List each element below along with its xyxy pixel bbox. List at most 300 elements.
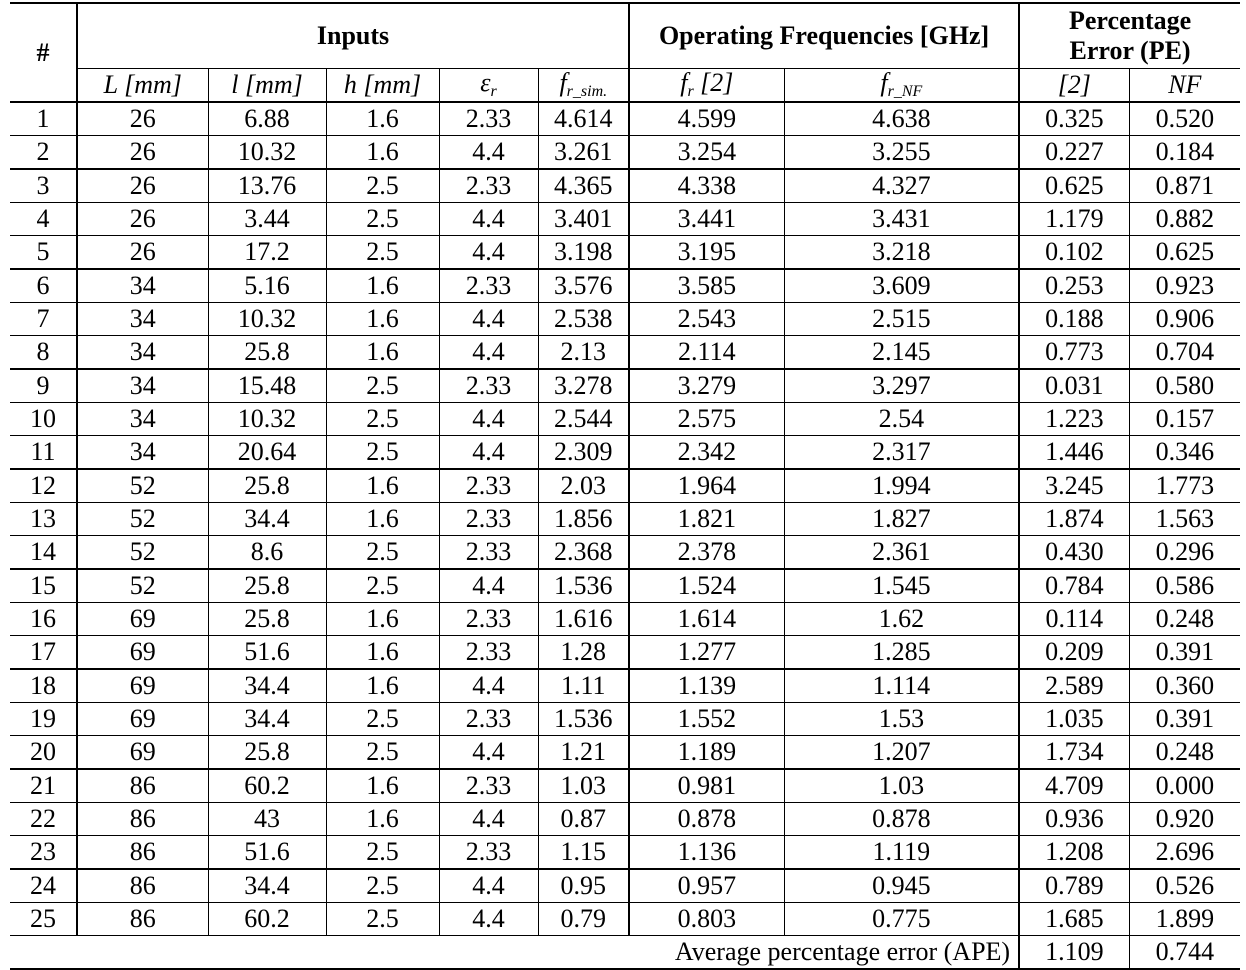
cell-L: 86 xyxy=(77,803,208,836)
cell-l: 13.76 xyxy=(208,169,326,203)
cell-h: 1.6 xyxy=(326,102,439,136)
cell-pe-ref: 1.685 xyxy=(1019,903,1129,936)
cell-index: 20 xyxy=(10,736,77,770)
cell-pe-nf: 2.696 xyxy=(1155,837,1215,866)
length-l-header: l [mm] xyxy=(208,69,326,103)
results-table xyxy=(10,2,1240,970)
cell-pe-nf: 0.526 xyxy=(1155,871,1215,900)
cell-h: 1.6 xyxy=(326,636,439,670)
cell-fr-nf: 1.03 xyxy=(784,769,1019,803)
inputs-header: Inputs xyxy=(77,3,629,69)
cell-l: 10.32 xyxy=(208,136,326,170)
cell-pe-nf: 0.391 xyxy=(1155,637,1215,666)
cell-er: 2.33 xyxy=(439,769,538,803)
cell-pe-nf: 0.704 xyxy=(1155,337,1215,366)
cell-fr-sim: 1.03 xyxy=(538,769,629,803)
average-pe-ref: 1.109 xyxy=(1019,936,1129,970)
cell-h: 1.6 xyxy=(326,503,439,536)
cell-pe-ref: 1.874 xyxy=(1019,503,1129,536)
cell-fr-nf: 0.878 xyxy=(784,803,1019,836)
cell-fr-sim: 4.365 xyxy=(538,169,629,203)
cell-L: 86 xyxy=(77,836,208,870)
table-row xyxy=(10,869,1240,903)
cell-fr-nf: 3.218 xyxy=(784,236,1019,270)
cell-fr-sim: 0.79 xyxy=(538,903,629,936)
cell-er: 2.33 xyxy=(439,102,538,136)
cell-fr-ref: 4.599 xyxy=(629,102,784,136)
cell-h: 2.5 xyxy=(326,403,439,436)
cell-L: 69 xyxy=(77,603,208,636)
cell-pe-nf: 0.923 xyxy=(1155,271,1215,300)
permittivity-header-sub: r xyxy=(490,83,497,100)
table-body xyxy=(10,102,1240,936)
cell-fr-nf: 1.827 xyxy=(784,503,1019,536)
cell-er: 4.4 xyxy=(439,803,538,836)
cell-h: 1.6 xyxy=(326,469,439,503)
index-header: # xyxy=(10,3,77,102)
cell-h: 2.5 xyxy=(326,869,439,903)
cell-index: 13 xyxy=(10,503,77,536)
cell-pe-ref: 1.179 xyxy=(1019,203,1129,236)
cell-pe-ref: 0.227 xyxy=(1019,136,1129,170)
cell-pe-nf: 0.391 xyxy=(1155,704,1215,733)
cell-L: 86 xyxy=(77,769,208,803)
cell-pe-nf: 0.346 xyxy=(1155,437,1215,466)
cell-er: 4.4 xyxy=(439,736,538,770)
table-row xyxy=(10,503,1240,536)
cell-L: 34 xyxy=(77,336,208,370)
cell-fr-nf: 1.285 xyxy=(784,636,1019,670)
cell-pe-nf: 1.899 xyxy=(1155,904,1215,933)
cell-L: 52 xyxy=(77,469,208,503)
table-row xyxy=(10,569,1240,603)
cell-fr-nf: 1.62 xyxy=(784,603,1019,636)
cell-pe-ref: 1.734 xyxy=(1019,736,1129,770)
cell-pe-ref: 0.102 xyxy=(1019,236,1129,270)
cell-index: 12 xyxy=(10,469,77,503)
table-row xyxy=(10,102,1240,136)
cell-index: 24 xyxy=(10,869,77,903)
header-group-row xyxy=(10,3,1240,69)
cell-fr-sim: 3.401 xyxy=(538,203,629,236)
table-row xyxy=(10,403,1240,436)
cell-fr-sim: 4.614 xyxy=(538,102,629,136)
cell-L: 26 xyxy=(77,136,208,170)
cell-fr-sim: 1.536 xyxy=(538,569,629,603)
cell-fr-sim: 2.368 xyxy=(538,536,629,570)
cell-fr-sim: 0.87 xyxy=(538,803,629,836)
cell-index: 3 xyxy=(10,169,77,203)
cell-er: 2.33 xyxy=(439,836,538,870)
cell-fr-nf: 4.638 xyxy=(784,102,1019,136)
cell-index: 18 xyxy=(10,669,77,703)
cell-er: 4.4 xyxy=(439,869,538,903)
table-row xyxy=(10,836,1240,870)
fr-nf-header-sub: r_NF xyxy=(887,83,923,100)
cell-pe-nf: 0.586 xyxy=(1155,571,1215,600)
cell-index: 2 xyxy=(10,136,77,170)
cell-h: 1.6 xyxy=(326,769,439,803)
cell-L: 34 xyxy=(77,269,208,303)
cell-L: 69 xyxy=(77,703,208,736)
cell-L: 52 xyxy=(77,569,208,603)
cell-L: 86 xyxy=(77,869,208,903)
cell-l: 25.8 xyxy=(208,336,326,370)
average-pe-nf: 0.744 xyxy=(1129,936,1240,970)
cell-fr-sim: 1.616 xyxy=(538,603,629,636)
cell-pe-nf: 0.000 xyxy=(1155,771,1215,800)
cell-er: 2.33 xyxy=(439,269,538,303)
cell-er: 2.33 xyxy=(439,603,538,636)
cell-l: 34.4 xyxy=(208,669,326,703)
cell-fr-sim: 2.538 xyxy=(538,303,629,336)
cell-pe-ref: 3.245 xyxy=(1019,469,1129,503)
fr-nf-header-base: f xyxy=(880,68,888,97)
cell-fr-ref: 0.957 xyxy=(629,869,784,903)
fr-nf-header xyxy=(784,69,1019,103)
cell-fr-sim: 1.15 xyxy=(538,836,629,870)
fr-ref-header-base: f xyxy=(680,68,688,97)
cell-L: 69 xyxy=(77,669,208,703)
cell-L: 34 xyxy=(77,303,208,336)
cell-pe-nf: 0.157 xyxy=(1155,404,1215,433)
cell-fr-nf: 1.994 xyxy=(784,469,1019,503)
cell-index: 23 xyxy=(10,836,77,870)
cell-fr-nf: 3.297 xyxy=(784,369,1019,403)
table-row xyxy=(10,603,1240,636)
cell-fr-sim: 3.261 xyxy=(538,136,629,170)
cell-fr-ref: 1.277 xyxy=(629,636,784,670)
cell-er: 4.4 xyxy=(439,436,538,470)
cell-pe-ref: 0.325 xyxy=(1019,102,1129,136)
cell-index: 25 xyxy=(10,903,77,936)
cell-fr-ref: 0.878 xyxy=(629,803,784,836)
cell-L: 69 xyxy=(77,736,208,770)
cell-fr-sim: 2.03 xyxy=(538,469,629,503)
cell-fr-nf: 2.317 xyxy=(784,436,1019,470)
cell-h: 2.5 xyxy=(326,203,439,236)
pe-nf-header: NF xyxy=(1129,69,1240,103)
cell-pe-nf: 0.296 xyxy=(1155,537,1215,566)
permittivity-header xyxy=(439,69,538,103)
cell-fr-ref: 1.524 xyxy=(629,569,784,603)
cell-fr-ref: 1.614 xyxy=(629,603,784,636)
cell-h: 2.5 xyxy=(326,836,439,870)
percentage-error-header-line2: Error (PE) xyxy=(1069,36,1191,65)
cell-pe-ref: 0.253 xyxy=(1019,269,1129,303)
operating-frequencies-header: Operating Frequencies [GHz] xyxy=(629,3,1019,69)
average-label: Average percentage error (APE) xyxy=(10,936,1019,970)
cell-l: 15.48 xyxy=(208,369,326,403)
cell-fr-nf: 1.119 xyxy=(784,836,1019,870)
cell-l: 34.4 xyxy=(208,869,326,903)
average-row xyxy=(10,936,1240,970)
cell-pe-nf: 0.920 xyxy=(1155,804,1215,833)
results-table-container xyxy=(10,2,1240,970)
cell-pe-ref: 0.031 xyxy=(1019,369,1129,403)
cell-fr-ref: 3.279 xyxy=(629,369,784,403)
cell-h: 1.6 xyxy=(326,603,439,636)
cell-fr-sim: 1.28 xyxy=(538,636,629,670)
cell-fr-nf: 1.53 xyxy=(784,703,1019,736)
cell-fr-sim: 0.95 xyxy=(538,869,629,903)
cell-h: 2.5 xyxy=(326,436,439,470)
cell-l: 25.8 xyxy=(208,469,326,503)
cell-pe-ref: 0.936 xyxy=(1019,803,1129,836)
table-row xyxy=(10,903,1240,936)
cell-index: 8 xyxy=(10,336,77,370)
cell-fr-sim: 2.544 xyxy=(538,403,629,436)
percentage-error-header xyxy=(1019,3,1240,69)
cell-fr-ref: 0.981 xyxy=(629,769,784,803)
height-h-header: h [mm] xyxy=(326,69,439,103)
cell-pe-ref: 1.223 xyxy=(1019,403,1129,436)
cell-fr-ref: 2.543 xyxy=(629,303,784,336)
cell-fr-sim: 2.13 xyxy=(538,336,629,370)
cell-pe-nf: 0.625 xyxy=(1155,237,1215,266)
fr-ref-header-tail: [2] xyxy=(693,68,734,97)
cell-L: 26 xyxy=(77,102,208,136)
cell-l: 5.16 xyxy=(208,269,326,303)
table-row xyxy=(10,369,1240,403)
cell-fr-ref: 1.821 xyxy=(629,503,784,536)
pe-ref-header: [2] xyxy=(1019,69,1129,103)
fr-ref-header xyxy=(629,69,784,103)
cell-l: 25.8 xyxy=(208,569,326,603)
cell-h: 2.5 xyxy=(326,536,439,570)
cell-h: 2.5 xyxy=(326,369,439,403)
cell-pe-nf: 0.871 xyxy=(1155,171,1215,200)
cell-index: 22 xyxy=(10,803,77,836)
cell-l: 3.44 xyxy=(208,203,326,236)
table-row xyxy=(10,636,1240,670)
cell-h: 1.6 xyxy=(326,669,439,703)
cell-h: 2.5 xyxy=(326,569,439,603)
table-row xyxy=(10,269,1240,303)
cell-h: 1.6 xyxy=(326,803,439,836)
cell-er: 4.4 xyxy=(439,203,538,236)
cell-pe-nf: 0.248 xyxy=(1155,604,1215,633)
cell-fr-ref: 1.139 xyxy=(629,669,784,703)
cell-er: 2.33 xyxy=(439,703,538,736)
cell-L: 86 xyxy=(77,903,208,936)
cell-er: 4.4 xyxy=(439,903,538,936)
cell-fr-ref: 2.342 xyxy=(629,436,784,470)
cell-fr-sim: 1.21 xyxy=(538,736,629,770)
cell-pe-nf: 0.184 xyxy=(1155,137,1215,166)
cell-h: 1.6 xyxy=(326,269,439,303)
cell-fr-ref: 4.338 xyxy=(629,169,784,203)
cell-fr-nf: 4.327 xyxy=(784,169,1019,203)
cell-index: 14 xyxy=(10,536,77,570)
table-row xyxy=(10,303,1240,336)
cell-h: 1.6 xyxy=(326,303,439,336)
cell-fr-sim: 1.11 xyxy=(538,669,629,703)
cell-fr-sim: 3.198 xyxy=(538,236,629,270)
cell-fr-ref: 3.254 xyxy=(629,136,784,170)
table-row xyxy=(10,703,1240,736)
cell-pe-ref: 0.188 xyxy=(1019,303,1129,336)
cell-fr-ref: 1.552 xyxy=(629,703,784,736)
cell-index: 17 xyxy=(10,636,77,670)
cell-fr-ref: 1.964 xyxy=(629,469,784,503)
table-row xyxy=(10,669,1240,703)
cell-er: 2.33 xyxy=(439,169,538,203)
cell-L: 52 xyxy=(77,536,208,570)
cell-h: 1.6 xyxy=(326,336,439,370)
cell-pe-ref: 0.789 xyxy=(1019,869,1129,903)
cell-L: 69 xyxy=(77,636,208,670)
table-row xyxy=(10,203,1240,236)
fr-sim-header xyxy=(538,69,629,103)
cell-fr-nf: 2.515 xyxy=(784,303,1019,336)
table-row xyxy=(10,336,1240,370)
fr-sim-header-base: f xyxy=(559,68,567,97)
cell-fr-nf: 2.145 xyxy=(784,336,1019,370)
cell-fr-nf: 0.945 xyxy=(784,869,1019,903)
cell-fr-sim: 1.536 xyxy=(538,703,629,736)
cell-L: 34 xyxy=(77,436,208,470)
cell-er: 2.33 xyxy=(439,536,538,570)
cell-L: 34 xyxy=(77,369,208,403)
cell-index: 4 xyxy=(10,203,77,236)
cell-fr-nf: 2.54 xyxy=(784,403,1019,436)
cell-index: 21 xyxy=(10,769,77,803)
cell-fr-ref: 0.803 xyxy=(629,903,784,936)
cell-er: 2.33 xyxy=(439,369,538,403)
cell-fr-ref: 2.575 xyxy=(629,403,784,436)
cell-l: 51.6 xyxy=(208,836,326,870)
cell-fr-ref: 3.441 xyxy=(629,203,784,236)
cell-er: 2.33 xyxy=(439,636,538,670)
cell-er: 4.4 xyxy=(439,569,538,603)
cell-index: 5 xyxy=(10,236,77,270)
length-L-header: L [mm] xyxy=(77,69,208,103)
cell-l: 6.88 xyxy=(208,102,326,136)
cell-l: 60.2 xyxy=(208,903,326,936)
table-row xyxy=(10,236,1240,270)
cell-h: 2.5 xyxy=(326,169,439,203)
header-sub-row xyxy=(10,69,1240,103)
cell-index: 19 xyxy=(10,703,77,736)
cell-fr-ref: 3.585 xyxy=(629,269,784,303)
cell-pe-ref: 0.209 xyxy=(1019,636,1129,670)
cell-fr-nf: 0.775 xyxy=(784,903,1019,936)
cell-pe-ref: 1.035 xyxy=(1019,703,1129,736)
cell-fr-nf: 2.361 xyxy=(784,536,1019,570)
cell-h: 2.5 xyxy=(326,903,439,936)
cell-er: 2.33 xyxy=(439,503,538,536)
cell-fr-ref: 3.195 xyxy=(629,236,784,270)
cell-fr-ref: 2.378 xyxy=(629,536,784,570)
cell-pe-nf: 1.563 xyxy=(1155,504,1215,533)
cell-pe-ref: 0.114 xyxy=(1019,603,1129,636)
cell-L: 52 xyxy=(77,503,208,536)
cell-l: 17.2 xyxy=(208,236,326,270)
cell-pe-nf: 1.773 xyxy=(1155,471,1215,500)
permittivity-header-base: ε xyxy=(480,68,491,97)
cell-pe-nf: 0.580 xyxy=(1155,371,1215,400)
cell-fr-nf: 3.609 xyxy=(784,269,1019,303)
cell-fr-sim: 3.576 xyxy=(538,269,629,303)
fr-sim-header-sub: r_sim. xyxy=(566,83,608,100)
cell-h: 1.6 xyxy=(326,136,439,170)
cell-l: 20.64 xyxy=(208,436,326,470)
cell-er: 2.33 xyxy=(439,469,538,503)
cell-index: 16 xyxy=(10,603,77,636)
cell-fr-nf: 3.255 xyxy=(784,136,1019,170)
cell-fr-sim: 2.309 xyxy=(538,436,629,470)
cell-pe-ref: 2.589 xyxy=(1019,669,1129,703)
cell-er: 4.4 xyxy=(439,236,538,270)
cell-pe-nf: 0.248 xyxy=(1155,737,1215,766)
cell-fr-sim: 3.278 xyxy=(538,369,629,403)
cell-fr-nf: 1.114 xyxy=(784,669,1019,703)
cell-l: 10.32 xyxy=(208,403,326,436)
table-row xyxy=(10,136,1240,170)
cell-h: 2.5 xyxy=(326,236,439,270)
cell-fr-ref: 1.189 xyxy=(629,736,784,770)
cell-l: 43 xyxy=(208,803,326,836)
cell-fr-ref: 2.114 xyxy=(629,336,784,370)
table-row xyxy=(10,436,1240,470)
cell-h: 2.5 xyxy=(326,703,439,736)
cell-pe-ref: 1.208 xyxy=(1019,836,1129,870)
cell-l: 25.8 xyxy=(208,603,326,636)
cell-fr-nf: 3.431 xyxy=(784,203,1019,236)
cell-l: 10.32 xyxy=(208,303,326,336)
cell-pe-ref: 0.430 xyxy=(1019,536,1129,570)
cell-pe-nf: 0.906 xyxy=(1155,304,1215,333)
table-row xyxy=(10,169,1240,203)
cell-h: 2.5 xyxy=(326,736,439,770)
cell-L: 26 xyxy=(77,169,208,203)
cell-index: 1 xyxy=(10,102,77,136)
cell-pe-nf: 0.520 xyxy=(1155,104,1215,133)
cell-er: 4.4 xyxy=(439,336,538,370)
cell-index: 11 xyxy=(10,436,77,470)
cell-L: 26 xyxy=(77,236,208,270)
cell-l: 51.6 xyxy=(208,636,326,670)
cell-l: 25.8 xyxy=(208,736,326,770)
cell-er: 4.4 xyxy=(439,403,538,436)
cell-pe-nf: 0.882 xyxy=(1155,204,1215,233)
cell-index: 6 xyxy=(10,269,77,303)
cell-fr-sim: 1.856 xyxy=(538,503,629,536)
cell-er: 4.4 xyxy=(439,136,538,170)
cell-pe-nf: 0.360 xyxy=(1155,671,1215,700)
cell-pe-ref: 0.773 xyxy=(1019,336,1129,370)
cell-pe-ref: 0.625 xyxy=(1019,169,1129,203)
cell-er: 4.4 xyxy=(439,303,538,336)
cell-fr-nf: 1.207 xyxy=(784,736,1019,770)
cell-index: 10 xyxy=(10,403,77,436)
cell-er: 4.4 xyxy=(439,669,538,703)
cell-pe-ref: 4.709 xyxy=(1019,769,1129,803)
cell-pe-ref: 0.784 xyxy=(1019,569,1129,603)
cell-l: 34.4 xyxy=(208,703,326,736)
table-row xyxy=(10,769,1240,803)
table-row xyxy=(10,469,1240,503)
cell-index: 15 xyxy=(10,569,77,603)
cell-l: 8.6 xyxy=(208,536,326,570)
table-row xyxy=(10,536,1240,570)
cell-l: 60.2 xyxy=(208,769,326,803)
table-row xyxy=(10,736,1240,770)
cell-fr-ref: 1.136 xyxy=(629,836,784,870)
cell-l: 34.4 xyxy=(208,503,326,536)
percentage-error-header-line1: Percentage xyxy=(1068,6,1192,36)
